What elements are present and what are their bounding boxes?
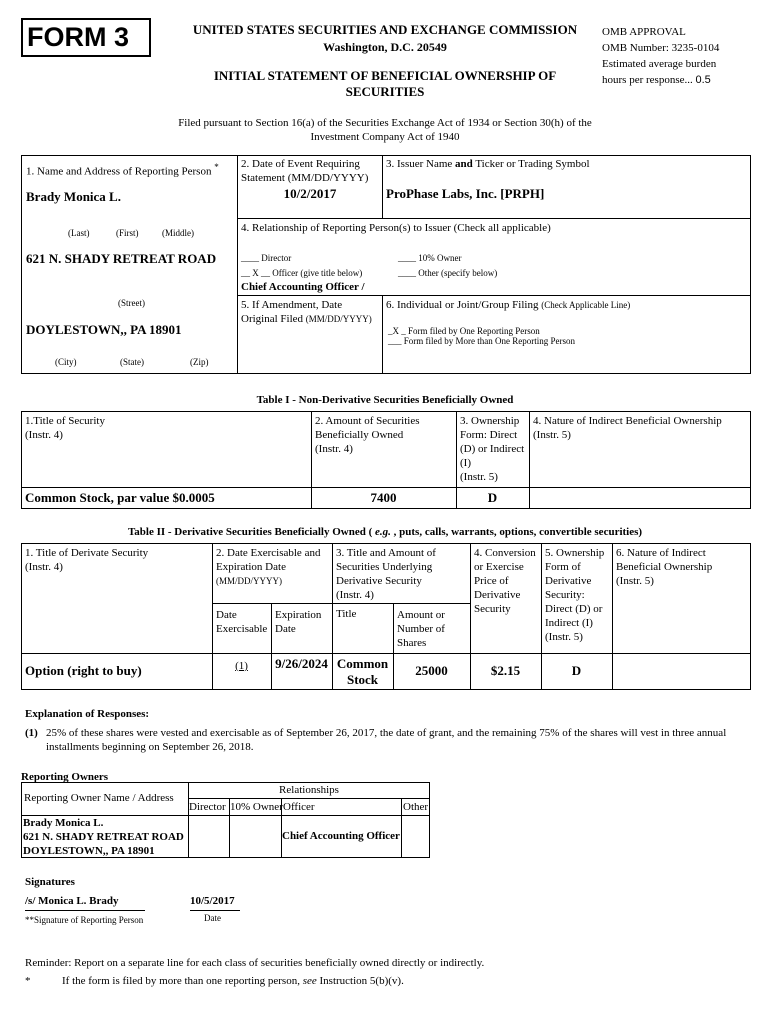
table1-col4-header-2: (Instr. 5): [533, 429, 571, 441]
agency-name: UNITED STATES SECURITIES AND EXCHANGE COMMISSION: [192, 22, 578, 37]
omb-burden: Estimated average burden: [602, 58, 717, 70]
signature-date-underline: [190, 910, 240, 911]
table2-col1-header-1: 1. Title of Derivate Security: [25, 547, 149, 559]
table2-col4-header-5: Security: [474, 603, 511, 615]
owners-header-divider: [188, 798, 430, 799]
omb-approval-title: OMB APPROVAL: [602, 26, 686, 38]
signature-label: [25, 915, 143, 925]
table2-col6-header: [616, 546, 712, 588]
owners-row-officer: Chief Accounting Officer: [282, 830, 400, 842]
table1-row-divider: [21, 487, 751, 488]
zip-label: (Zip): [190, 357, 209, 367]
relationship-officer: __ X __ Officer (give title below): [241, 268, 363, 278]
amendment-label-2: [241, 313, 372, 325]
filed-pursuant-line-1: Filed pursuant to Section 16(a) of the Securities Exchange Act of 1934 or Section 30(h) of the: [178, 117, 592, 129]
name-middle-label: (Middle): [162, 228, 194, 238]
table2-col5-header: [545, 546, 604, 644]
reporting-person-name: Brady Monica L.: [26, 189, 121, 204]
reminder-note-b: Instruction 5(b)(v).: [316, 975, 404, 987]
relationship-ten-percent: ____ 10% Owner: [398, 253, 462, 263]
reminder-star: *: [25, 975, 31, 987]
table2-sub-expiration: [275, 608, 321, 636]
table2-title-eg: e.g.: [375, 526, 391, 538]
joint-filing-label-text: 6. Individual or Joint/Group Filing: [386, 299, 539, 311]
form-number-box: [21, 18, 151, 57]
event-date-label-1: 2. Date of Event Requiring: [241, 158, 360, 170]
table2-row-divider: [21, 653, 751, 654]
table2-col5-header-1: 5. Ownership: [545, 547, 605, 559]
table1-col3-header-5: (Instr. 5): [460, 471, 498, 483]
table2-col-divider-sub1: [271, 603, 272, 690]
signature-date: 10/5/2017: [190, 895, 235, 907]
joint-filing-more: ___ Form filed by More than One Reporting Person: [388, 336, 575, 346]
owners-row-name: [23, 816, 184, 858]
table2-col2-header: [216, 546, 320, 588]
explanation-footnote-number: (1): [25, 727, 38, 739]
signature-date-label: Date: [204, 913, 221, 923]
table1-col1-header-2: (Instr. 4): [25, 429, 63, 441]
table1-col3-header-2: Form: Direct: [460, 429, 518, 441]
table2-col2-header-2: Expiration Date: [216, 561, 286, 573]
table2-col5-header-5: Direct (D) or: [545, 603, 603, 615]
signatures-title: Signatures: [25, 876, 75, 888]
table2-col4-header-3: Price of: [474, 575, 509, 587]
table2-col4-header-2: or Exercise: [474, 561, 524, 573]
table1-col3-header-4: (I): [460, 457, 471, 469]
signature-label-text: Signature of Reporting Person: [34, 915, 144, 925]
reminder-note: [62, 975, 404, 987]
owners-title: Reporting Owners: [21, 771, 109, 783]
table2-col6-header-2: Beneficial Ownership: [616, 561, 713, 573]
owners-col-officer: Officer: [283, 801, 315, 813]
table2-row-shares: 25000: [415, 663, 448, 678]
table2-title-a: Table II - Derivative Securities Beneficially Owned (: [127, 526, 376, 538]
table1-row-amount: 7400: [370, 490, 397, 505]
relationship-other: ____ Other (specify below): [398, 268, 498, 278]
table1-col2-header: [315, 414, 420, 456]
relationship-director: ____ Director: [241, 253, 292, 263]
table1-col-divider-3: [529, 411, 530, 509]
joint-filing-label: [386, 299, 630, 311]
table2-col-divider-5: [612, 543, 613, 690]
table2-col2-header-1: 2. Date Exercisable and: [216, 547, 321, 559]
signature-underline: [25, 910, 145, 911]
table2-row-expiration: 9/26/2024: [275, 656, 328, 671]
table2-sub-amount-1: Amount or: [397, 609, 445, 621]
omb-approval: [602, 24, 762, 88]
table2-sub-title: Title: [336, 608, 357, 620]
table1-col4-header: [533, 414, 722, 442]
owners-row-name-2: 621 N. SHADY RETREAT ROAD: [23, 831, 184, 843]
table2-sub-amount-3: Shares: [397, 637, 427, 649]
table2-sub-divider-a: [212, 603, 332, 604]
issuer-name: ProPhase Labs, Inc. [PRPH]: [386, 186, 545, 201]
reporting-person-label-text: 1. Name and Address of Reporting Person: [26, 165, 212, 178]
table1-col3-header-3: (D) or Indirect: [460, 443, 525, 455]
issuer-label-a: 3. Issuer Name: [386, 158, 456, 170]
table2-sub-amount-2: Number of: [397, 623, 445, 635]
reporting-person-label-mark: *: [214, 162, 219, 172]
explanation-footnote-line-1: 25% of these shares were vested and exercisable as of September 26, 2017, the date of grant, and the remaining 75% of the shares will vest in three annual: [46, 727, 727, 739]
statement-title-line-1: INITIAL STATEMENT OF BENEFICIAL OWNERSHIP OF: [213, 68, 557, 83]
table2-col5-header-7: (Instr. 5): [545, 631, 583, 643]
state-label: (State): [120, 357, 144, 367]
owners-col-divider-4: [401, 798, 402, 858]
table2-col6-header-3: (Instr. 5): [616, 575, 654, 587]
table2-col3-header-4: (Instr. 4): [336, 589, 374, 601]
table2-col4-header-1: 4. Conversion: [474, 547, 536, 559]
agency-city: Washington, D.C. 20549: [323, 40, 447, 54]
table2-sub-expiration-2: Date: [275, 623, 296, 635]
form-number: FORM 3: [27, 22, 130, 52]
omb-hours-label: hours per response...: [602, 74, 693, 86]
table2-col3-header-1: 3. Title and Amount of: [336, 547, 436, 559]
relationship-label: 4. Relationship of Reporting Person(s) to Issuer (Check all applicable): [241, 222, 551, 234]
table2-row-footnote-link[interactable]: (1): [235, 660, 248, 672]
table2-col3-header-3: Derivative Security: [336, 575, 422, 587]
table2-col1-header-2: (Instr. 4): [25, 561, 63, 573]
event-date-value: 10/2/2017: [283, 186, 337, 201]
city-label: (City): [55, 357, 77, 367]
event-date-label-2: Statement (MM/DD/YYYY): [241, 172, 369, 184]
owners-row-name-3: DOYLESTOWN,, PA 18901: [23, 845, 155, 857]
relationship-officer-title: Chief Accounting Officer /: [241, 281, 365, 293]
owners-col-ten-percent: 10% Owner: [230, 801, 283, 813]
table2-col5-header-2: Form of: [545, 561, 581, 573]
table1-col4-header-1: 4. Nature of Indirect Beneficial Ownership: [533, 415, 722, 427]
owners-col-director: Director: [189, 801, 226, 813]
table1-col1-header-1: 1.Title of Security: [25, 415, 105, 427]
table2-col1-header: [25, 546, 148, 574]
signature-label-mark: **: [25, 915, 34, 925]
table2-col2-header-3: (MM/DD/YYYY): [216, 576, 282, 586]
table1-col3-header-1: 3. Ownership: [460, 415, 520, 427]
owners-col-other: Other: [403, 801, 429, 813]
issuer-label-b: Ticker or Trading Symbol: [472, 158, 590, 170]
explanation-footnote-line-2: installments beginning on September 26, 2018.: [46, 741, 254, 753]
table1-row-title: Common Stock, par value $0.0005: [25, 490, 215, 505]
table2-row-security-2: Stock: [346, 672, 379, 687]
table1-col1-header: [25, 414, 105, 442]
table2-col5-header-4: Security:: [545, 589, 585, 601]
reminder-line: Reminder: Report on a separate line for each class of securities beneficially owned directly or indirectly.: [25, 957, 485, 969]
issuer-label-and: and: [455, 158, 473, 170]
omb-hours-value: 0.5: [695, 74, 711, 86]
table1-col2-header-3: (Instr. 4): [315, 443, 353, 455]
issuer-label: [386, 158, 590, 170]
reminder-note-a: If the form is filed by more than one reporting person,: [62, 975, 303, 987]
table2-title: [0, 526, 770, 538]
statement-title-line-2: SECURITIES: [345, 84, 425, 99]
street-label: (Street): [118, 298, 145, 308]
amendment-label-1: 5. If Amendment, Date: [241, 299, 343, 311]
table2-col5-header-3: Derivative: [545, 575, 592, 587]
amendment-label-2-small: (MM/DD/YYYY): [305, 314, 372, 324]
owners-relationships: Relationships: [279, 784, 339, 796]
table2-col5-header-6: Indirect (I): [545, 617, 593, 629]
table2-row-security: [332, 656, 393, 688]
reporting-person-city-state: DOYLESTOWN,, PA 18901: [26, 322, 182, 337]
explanation-title: Explanation of Responses:: [25, 708, 150, 720]
table1-col2-header-1: 2. Amount of Securities: [315, 415, 420, 427]
table2-col6-header-1: 6. Nature of Indirect: [616, 547, 706, 559]
table1-row-form: D: [487, 490, 498, 505]
reporting-person-street: 621 N. SHADY RETREAT ROAD: [26, 251, 217, 266]
table2-row-form: D: [571, 663, 582, 678]
table2-sub-expiration-1: Expiration: [275, 609, 322, 621]
omb-number: OMB Number: 3235-0104: [602, 42, 720, 54]
table2-sub-divider-b: [332, 603, 470, 604]
table1-col2-header-2: Beneficially Owned: [315, 429, 404, 441]
omb-hours: [602, 72, 762, 88]
table1-col3-header: [460, 414, 524, 484]
filed-pursuant-line-2: Investment Company Act of 1940: [310, 131, 460, 143]
signature-value: /s/ Monica L. Brady: [25, 895, 119, 907]
table2-col4-header-4: Derivative: [474, 589, 521, 601]
table2-title-b: , puts, calls, warrants, options, convertible securities): [390, 526, 643, 538]
table2-row-price: $2.15: [490, 663, 521, 678]
table2-col3-header: [336, 546, 436, 602]
reminder-note-see: see: [302, 975, 317, 987]
name-first-label: (First): [116, 228, 139, 238]
table1-title: Table I - Non-Derivative Securities Beneficially Owned: [256, 394, 514, 406]
table2-row-title: Option (right to buy): [25, 663, 142, 678]
owners-col-name: Reporting Owner Name / Address: [24, 792, 174, 804]
table2-sub-date-1: Date: [216, 609, 237, 621]
joint-filing-one: _X _ Form filed by One Reporting Person: [388, 326, 540, 336]
amendment-label-2-text: Original Filed: [241, 313, 304, 325]
joint-filing-label-small: (Check Applicable Line): [541, 300, 631, 310]
reporting-person-label: [26, 162, 219, 178]
name-last-label: (Last): [68, 228, 90, 238]
table2-row-security-1: Common: [336, 656, 389, 671]
table2-col3-header-2: Securities Underlying: [336, 561, 433, 573]
table2-sub-amount: [397, 608, 445, 650]
table2-col4-header: [474, 546, 536, 616]
owners-row-name-1: Brady Monica L.: [23, 817, 104, 829]
table2-sub-date: [216, 608, 267, 636]
table2-sub-date-2: Exercisable: [216, 623, 268, 635]
